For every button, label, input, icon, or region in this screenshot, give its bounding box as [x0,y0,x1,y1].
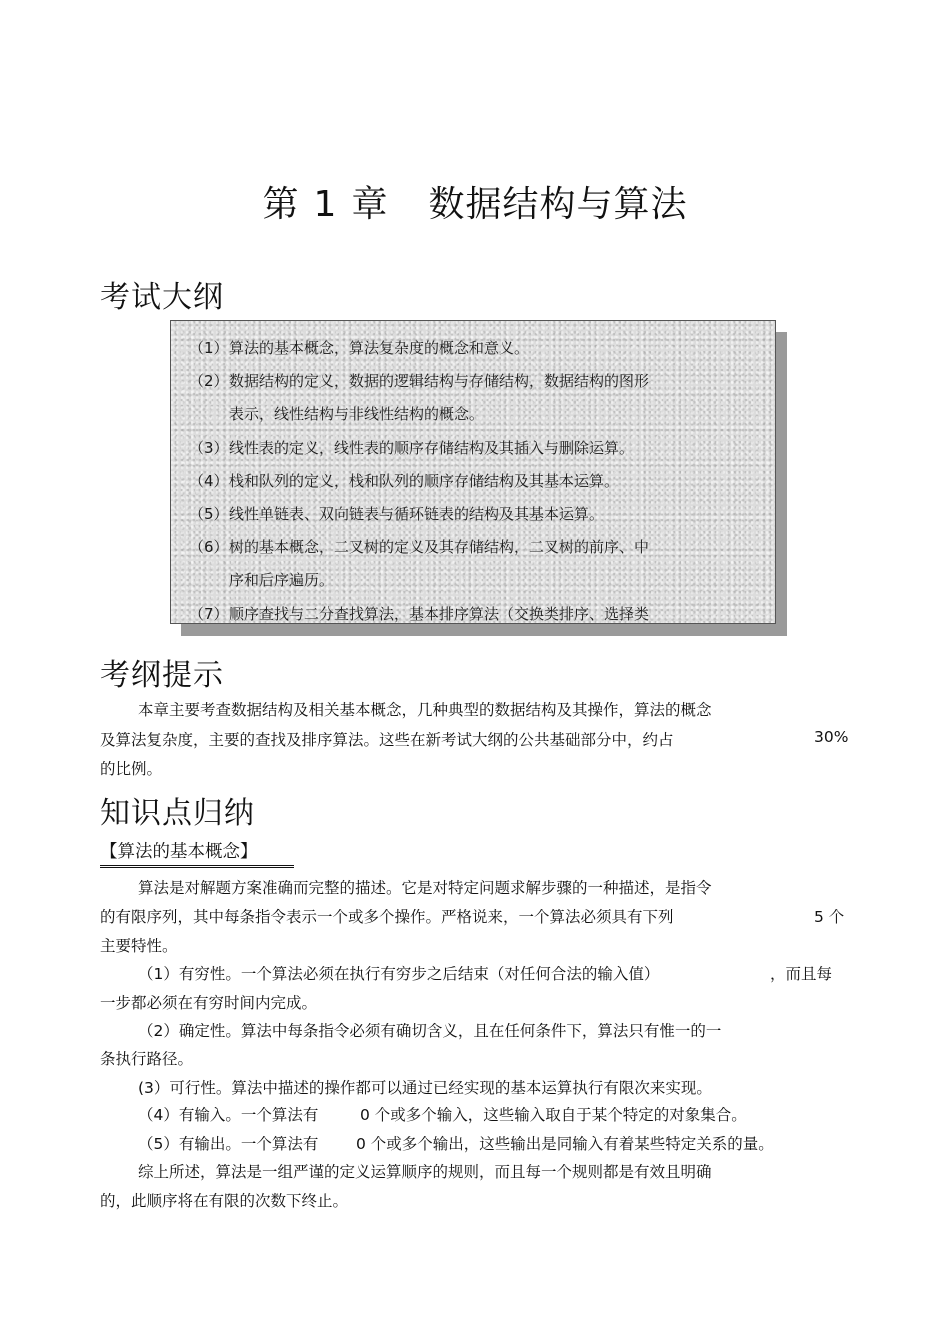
section-heading-summary: 知识点归纳 [100,796,255,831]
hint-paragraph-line: 本章主要考查数据结构及相关基本概念，几种典型的数据结构及其操作，算法的概念 [138,701,712,719]
algo-intro-count: 5 个 [814,908,845,926]
hint-paragraph-line: 及算法复杂度，主要的查找及排序算法。这些在新考试大纲的公共基础部分中，约占 [100,731,674,749]
algo-intro-line: 算法是对解题方案准确而完整的描述。它是对特定问题求解步骤的一种描述，是指令 [138,879,712,897]
chapter-title [0,176,950,227]
chapter-name: 数据结构与算法 [428,184,688,225]
section-heading-hint: 考纲提示 [100,658,224,693]
chapter-prefix: 第 [262,184,300,225]
chapter-suffix: 章 [351,184,389,225]
algo-intro-line: 的有限序列，其中每条指令表示一个或多个操作。严格说来，一个算法必须具有下列 [100,908,674,926]
property-input: （4）有输入。一个算法有 [138,1106,319,1124]
outline-item-continued: 表示，线性结构与非线性结构的概念。 [229,405,485,423]
property-definiteness: （2）确定性。算法中每条指令必须有确切含义，且在任何条件下，算法只有惟一的一 [138,1022,722,1040]
property-definiteness-continued: 条执行路径。 [100,1050,194,1068]
outline-item-continued: 序和后序遍历。 [229,571,335,589]
outline-box [170,320,776,624]
algo-intro-line: 主要特性。 [100,937,178,955]
outline-item: （4）栈和队列的定义，栈和队列的顺序存储结构及其基本运算。 [189,472,620,490]
property-finiteness: （1）有穷性。一个算法必须在执行有穷步之后结束（对任何合法的输入值） [138,965,660,983]
property-feasibility: (3）可行性。算法中描述的操作都可以通过已经实现的基本运算执行有限次来实现。 [138,1079,712,1097]
property-output: （5）有输出。一个算法有 [138,1135,319,1153]
property-finiteness-tail: ，而且每 [770,965,833,983]
section-heading-outline: 考试大纲 [100,280,224,315]
hint-paragraph-line: 的比例。 [100,760,163,778]
outline-item: （5）线性单链表、双向链表与循环链表的结构及其基本运算。 [189,505,605,523]
property-output-detail: 0 个或多个输出，这些输出是同输入有着某些特定关系的量。 [356,1135,774,1153]
chapter-number: 1 [313,184,338,225]
outline-item: （2）数据结构的定义，数据的逻辑结构与存储结构，数据结构的图形 [189,372,650,390]
hint-percentage: 30% [814,728,849,746]
property-input-detail: 0 个或多个输入，这些输入取自于某个特定的对象集合。 [360,1106,747,1124]
outline-item: （3）线性表的定义，线性表的顺序存储结构及其插入与删除运算。 [189,439,635,457]
outline-item: （6）树的基本概念，二叉树的定义及其存储结构，二叉树的前序、中 [189,538,650,556]
outline-item: （7）顺序查找与二分查找算法，基本排序算法（交换类排序、选择类 [189,605,650,623]
algo-conclusion-line: 综上所述，算法是一组严谨的定义运算顺序的规则，而且每一个规则都是有效且明确 [138,1163,712,1181]
subsection-heading-algorithm: 【算法的基本概念】 [100,838,294,868]
property-finiteness-continued: 一步都必须在有穷时间内完成。 [100,994,318,1012]
outline-item: （1）算法的基本概念，算法复杂度的概念和意义。 [189,339,530,357]
algo-conclusion-line: 的，此顺序将在有限的次数下终止。 [100,1192,349,1210]
